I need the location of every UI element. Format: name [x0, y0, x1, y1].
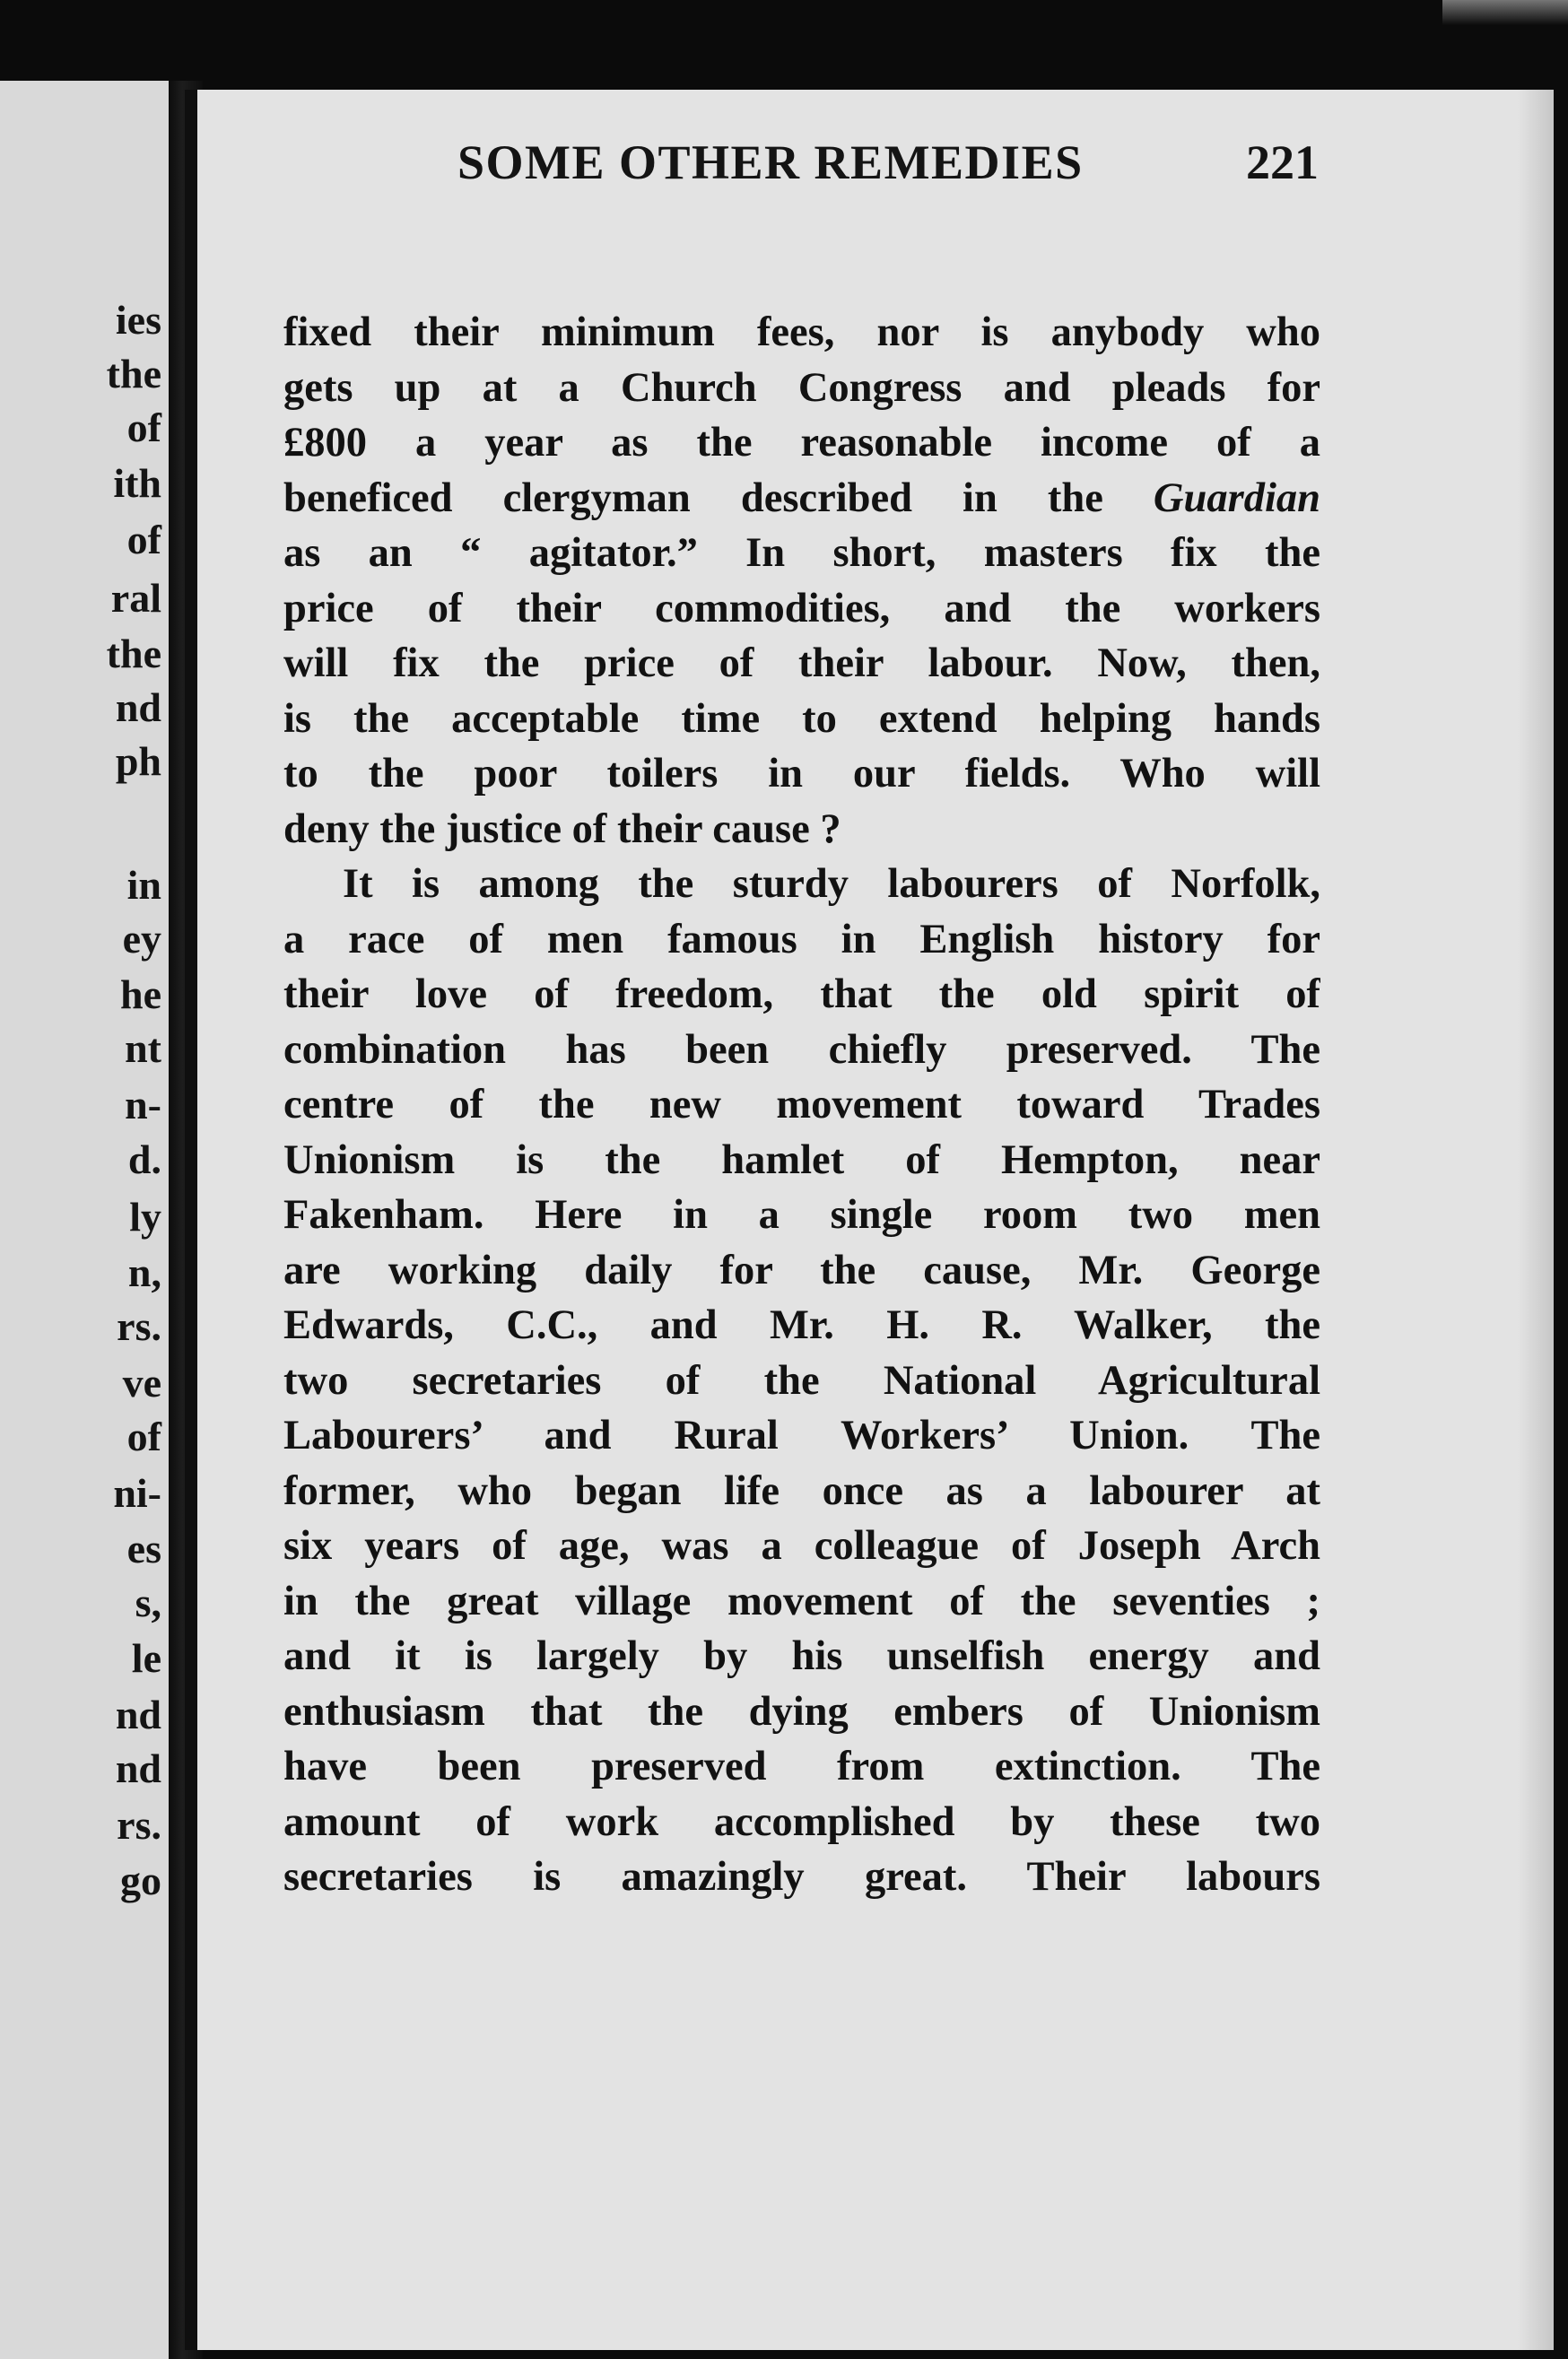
left-page-fragment-line: go: [120, 1858, 161, 1903]
text-line: a race of men famous in English history for: [283, 916, 1320, 962]
left-page-fragment-line: ni-: [113, 1470, 161, 1516]
body-text: [283, 305, 1320, 1905]
text-line: in the great village movement of the seventies ;: [283, 1578, 1320, 1624]
text-line: combination has been chiefly preserved. The: [283, 1026, 1320, 1073]
left-page-fragment-line: the: [106, 631, 161, 676]
text-line: six years of age, was a colleague of Joseph Arch: [283, 1523, 1320, 1569]
text-line: price of their commodities, and the workers: [283, 585, 1320, 631]
text-line: two secretaries of the National Agricultural: [283, 1357, 1320, 1404]
text-line: It is among the sturdy labourers of Norfolk,: [343, 861, 1320, 907]
page-number: 221: [1246, 135, 1319, 189]
left-page-fragment-line: rs.: [117, 1802, 161, 1848]
text-line: centre of the new movement toward Trades: [283, 1082, 1320, 1127]
text-line: secretaries is amazingly great. Their labours: [283, 1854, 1320, 1900]
left-page-fragment-line: nt: [125, 1025, 161, 1071]
left-page-fragment-line: of: [126, 1414, 161, 1459]
text-line: Fakenham. Here in a single room two men: [283, 1192, 1320, 1238]
text-line-with-italic: [283, 471, 1320, 527]
left-page-fragment-line: le: [131, 1635, 161, 1681]
text-line: to the poor toilers in our fields. Who will: [283, 751, 1320, 796]
left-page-fragment-line: n-: [125, 1082, 161, 1127]
left-page-fragment-line: in: [126, 862, 161, 908]
left-page-fragment: [0, 81, 169, 2359]
left-page-fragment-line: es: [126, 1526, 161, 1571]
left-page-fragment-line: he: [120, 971, 161, 1017]
text-line: will fix the price of their labour. Now, then,: [283, 640, 1320, 686]
text-line: Labourers’ and Rural Workers’ Union. The: [283, 1413, 1320, 1458]
text-line: enthusiasm that the dying embers of Unionism: [283, 1688, 1320, 1735]
left-page-fragment-line: nd: [115, 1692, 161, 1737]
text-line: Unionism is the hamlet of Hempton, near: [283, 1136, 1320, 1183]
text-line: as an “ agitator.” In short, masters fix the: [283, 530, 1320, 576]
text-line: amount of work accomplished by these two: [283, 1798, 1320, 1845]
left-page-fragment-line: rs.: [117, 1303, 161, 1349]
paragraph-1: [283, 305, 1320, 857]
left-page-fragment-line: ies: [115, 297, 161, 343]
italic-word: Guardian: [1153, 474, 1320, 521]
left-page-fragment-line: d.: [127, 1136, 161, 1182]
text-line: £800 a year as the reasonable income of a: [283, 420, 1320, 466]
left-page-fragment-line: of: [126, 517, 161, 562]
left-page-fragment-line: ral: [110, 575, 161, 621]
left-page-fragment-line: the: [106, 351, 161, 396]
text-line: and it is largely by his unselfish energy and: [283, 1633, 1320, 1679]
left-page-fragment-line: nd: [115, 1745, 161, 1791]
left-page-fragment-line: nd: [115, 684, 161, 730]
text-line: deny the justice of their cause ?: [283, 805, 841, 852]
page-edge-shadow: [1518, 90, 1554, 2350]
left-page-fragment-line: of: [126, 405, 161, 450]
text-line: are working daily for the cause, Mr. George: [283, 1247, 1320, 1293]
left-page-fragment-line: n,: [127, 1249, 161, 1295]
left-page-fragment-line: ve: [122, 1360, 161, 1406]
left-page-fragment-line: ly: [129, 1194, 161, 1240]
scan-corner-artifact: [1442, 0, 1568, 25]
running-header: [278, 135, 1319, 210]
left-page-fragment-line: ph: [115, 738, 161, 784]
text-line: fixed their minimum fees, nor is anybody who: [283, 309, 1320, 355]
text-line: have been preserved from extinction. The: [283, 1744, 1320, 1789]
left-page-fragment-line: ith: [113, 460, 161, 506]
left-page-fragment-line: ey: [122, 916, 161, 962]
text-line: Edwards, C.C., and Mr. H. R. Walker, the: [283, 1302, 1320, 1348]
text-line: their love of freedom, that the old spirit of: [283, 971, 1320, 1017]
left-page-fragment-line: s,: [135, 1580, 161, 1625]
text-line: is the acceptable time to extend helping hands: [283, 695, 1320, 742]
page-title: SOME OTHER REMEDIES: [457, 135, 1084, 189]
text-line: former, who began life once as a labourer at: [283, 1467, 1320, 1514]
text-line: gets up at a Church Congress and pleads for: [283, 364, 1320, 411]
text-segment: beneficed clergyman described in the: [283, 474, 1103, 521]
paragraph-2: [283, 857, 1320, 1905]
